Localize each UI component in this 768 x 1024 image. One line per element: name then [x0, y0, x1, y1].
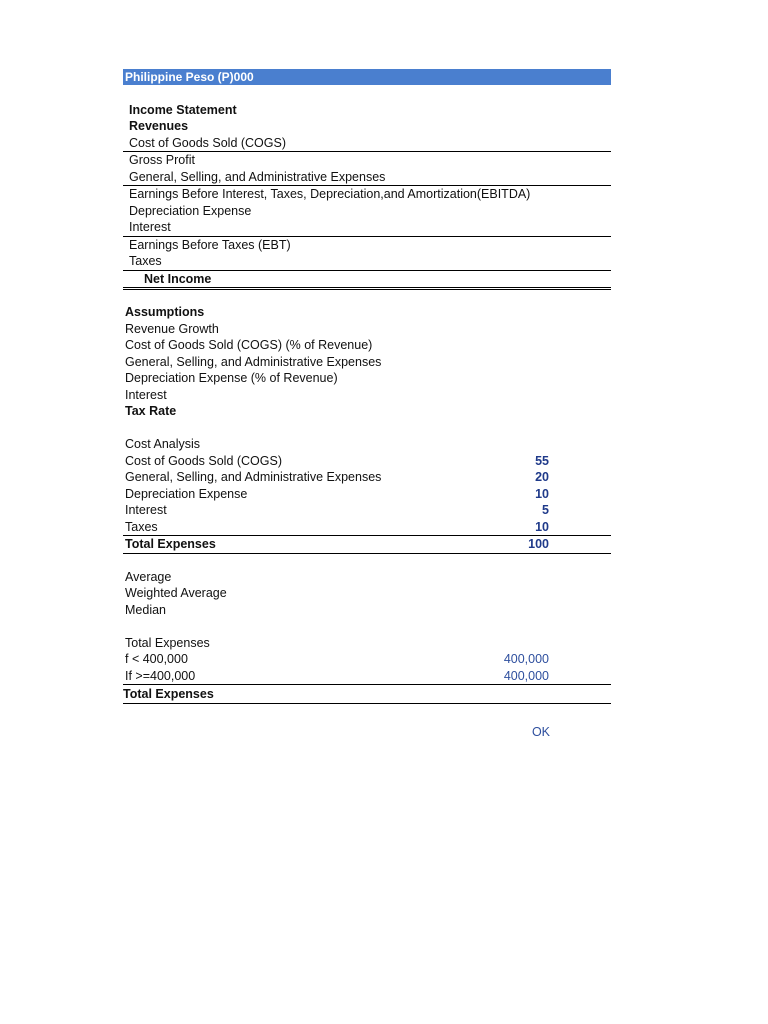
- spreadsheet-sheet: [123, 69, 611, 741]
- sga-row: [123, 169, 611, 187]
- assumptions-title-row: [123, 304, 611, 321]
- sga-label: General, Selling, and Administrative Expenses: [129, 169, 386, 184]
- ok-row: [123, 724, 611, 741]
- table-row: [123, 486, 611, 503]
- revenue-growth-label: Revenue Growth: [125, 321, 219, 336]
- currency-header: Philippine Peso (P)000: [123, 69, 611, 85]
- cost-total-row: [123, 536, 611, 554]
- threshold-lt-value: 400,000: [503, 652, 549, 666]
- cost-interest-value: 5: [542, 503, 549, 517]
- revenues-row: [123, 118, 611, 135]
- median-label: Median: [125, 602, 166, 617]
- threshold-gte-value: 400,000: [503, 668, 549, 683]
- cost-analysis-title: Cost Analysis: [125, 437, 201, 451]
- interest-label: Interest: [129, 220, 171, 234]
- cost-taxes-value: 10: [535, 519, 549, 534]
- net-income-label: Net Income: [144, 271, 212, 286]
- weighted-average-row: [123, 585, 611, 602]
- cost-sga-value: 20: [535, 470, 549, 484]
- depreciation-pct-row: [123, 370, 611, 387]
- cost-total-value: 100: [528, 537, 549, 551]
- threshold-title: Total Expenses: [125, 635, 210, 650]
- revenues-label: Revenues: [129, 119, 189, 133]
- taxes-row: [123, 253, 611, 271]
- threshold-title-row: [123, 635, 611, 652]
- threshold-total-row: [123, 685, 611, 704]
- ebitda-row: [123, 186, 611, 203]
- interest-assumption-label: Interest: [125, 387, 167, 402]
- income-statement-section: [123, 102, 611, 291]
- threshold-lt-label: f < 400,000: [125, 652, 188, 666]
- cost-total-label: Total Expenses: [125, 537, 216, 551]
- revenue-growth-row: [123, 321, 611, 338]
- table-row: [123, 502, 611, 519]
- threshold-section: [123, 635, 611, 705]
- interest-row: [123, 219, 611, 237]
- ebt-label: Earnings Before Taxes (EBT): [129, 237, 291, 252]
- table-row: [123, 469, 611, 486]
- cost-depreciation-label: Depreciation Expense: [125, 486, 248, 501]
- cost-analysis-section: [123, 436, 611, 554]
- cogs-pct-label: Cost of Goods Sold (COGS) (% of Revenue): [125, 338, 373, 352]
- average-row: [123, 569, 611, 586]
- table-row: [123, 453, 611, 470]
- threshold-gte-label: If >=400,000: [125, 668, 196, 683]
- cost-cogs-value: 55: [535, 453, 549, 468]
- table-row: [123, 668, 611, 686]
- cost-depreciation-value: 10: [535, 486, 549, 501]
- cogs-row: [123, 135, 611, 153]
- cost-taxes-label: Taxes: [125, 519, 158, 534]
- cogs-pct-row: [123, 337, 611, 354]
- threshold-total-label: Total Expenses: [123, 687, 214, 701]
- gross-profit-label: Gross Profit: [129, 153, 195, 167]
- cost-analysis-title-row: [123, 436, 611, 453]
- tax-rate-row: [123, 403, 611, 420]
- depreciation-pct-label: Depreciation Expense (% of Revenue): [125, 371, 338, 385]
- table-row: [123, 519, 611, 537]
- sga-assumption-label: General, Selling, and Administrative Expenses: [125, 354, 382, 369]
- cogs-label: Cost of Goods Sold (COGS): [129, 135, 287, 150]
- income-statement-title: Income Statement: [129, 102, 237, 117]
- cost-cogs-label: Cost of Goods Sold (COGS): [125, 453, 283, 468]
- assumptions-title: Assumptions: [125, 305, 205, 319]
- net-income-row: [123, 271, 611, 291]
- ebitda-label: Earnings Before Interest, Taxes, Depreciation,and Amortization(EBITDA): [129, 187, 531, 201]
- ebt-row: [123, 237, 611, 254]
- assumptions-section: [123, 304, 611, 420]
- tax-rate-label: Tax Rate: [125, 404, 177, 418]
- cost-interest-label: Interest: [125, 503, 167, 517]
- average-label: Average: [125, 569, 172, 584]
- depreciation-row: [123, 203, 611, 220]
- interest-assumption-row: [123, 387, 611, 404]
- sga-assumption-row: [123, 354, 611, 371]
- taxes-label: Taxes: [129, 254, 162, 268]
- stats-section: [123, 569, 611, 619]
- cost-sga-label: General, Selling, and Administrative Expenses: [125, 470, 382, 484]
- median-row: [123, 602, 611, 619]
- income-statement-title-row: [123, 102, 611, 119]
- ok-indicator: OK: [531, 725, 550, 739]
- depreciation-label: Depreciation Expense: [129, 203, 252, 218]
- gross-profit-row: [123, 152, 611, 169]
- table-row: [123, 651, 611, 668]
- weighted-average-label: Weighted Average: [125, 586, 227, 600]
